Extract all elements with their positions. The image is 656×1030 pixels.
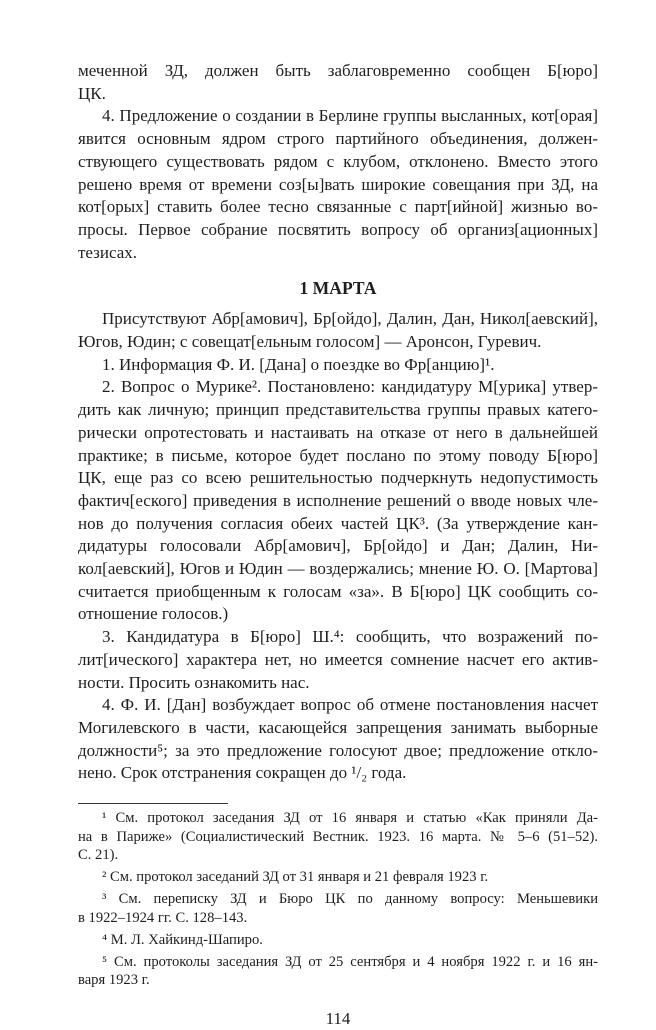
text-line: кот[орых] ставить более тесно связанные с парт[ийной] жизнью во- (78, 197, 598, 217)
footnote-divider (78, 803, 228, 804)
text-line: ности. Просить ознакомить нас. (78, 672, 310, 692)
footnote (78, 809, 598, 865)
paragraph (78, 354, 598, 377)
text-line: кол[аевский], Югов и Юдин — воздержались; мнение Ю. О. [Мартова] (78, 559, 598, 579)
text-line: считается приобщенным к голосам «за». В Б[юро] ЦК сообщить со- (78, 581, 598, 601)
text-line: рически опротестовать и настаивать на отказе от него в дальнейшей (78, 422, 598, 442)
text-line: Присутствуют Абр[амович], Бр[ойдо], Далин, Дан, Никол[аевский], (102, 309, 598, 329)
footnote-line: ¹ См. протокол заседания ЗД от 16 января и статью «Как приняли Да- (102, 810, 598, 827)
text-line: лит[ического] характера нет, но имеется сомнение насчет его актив- (78, 649, 598, 669)
text-line: явится основным ядром строго партийного объединения, должен- (78, 129, 598, 149)
text-line: решено время от времени соз[ы]вать широкие совещания при ЗД, на (78, 174, 598, 194)
paragraph (78, 308, 598, 353)
text-line: ЦК, еще раз со всею решительностью подчеркнуть недопустимость (78, 468, 598, 488)
text-line: фактич[еского] приведения в исполнение решений о вводе новых чле- (78, 490, 598, 510)
paragraph (78, 60, 598, 105)
footnote-line: на в Париже» (Социалистический Вестник. 1923. 16 марта. № 5–6 (51–52). (78, 828, 598, 845)
text-line: ЦК. (78, 83, 106, 103)
footnote (78, 953, 598, 990)
footnote-line: ⁵ См. протоколы заседания ЗД от 25 сентября и 4 ноября 1922 г. и 16 ян- (102, 953, 598, 970)
text-line: 2. Вопрос о Мурике². Постановлено: кандидатуру М[урика] утвер- (102, 377, 598, 397)
section-body (78, 308, 598, 785)
text-line: Могилевского в части, касающейся запрещения занимать выборные (78, 717, 598, 737)
footnote (78, 868, 598, 887)
text-line: отношение голосов.) (78, 604, 229, 624)
footnote-line: ² См. протокол заседаний ЗД от 31 января и 21 февраля 1923 г. (102, 869, 489, 886)
text-line: тезисах. (78, 242, 138, 262)
footnote (78, 931, 598, 950)
footnote-line: С. 21). (78, 847, 119, 864)
footnote-line: ⁴ М. Л. Хайкинд-Шапиро. (102, 931, 263, 948)
text-line: ствующего существовать рядом с клубом, отклонено. Вместо этого (78, 151, 598, 171)
text-line: 1. Информация Ф. И. [Дана] о поездке во Фр[анцию]¹. (102, 354, 495, 374)
page-number: 114 (325, 1008, 351, 1028)
text-line: меченной ЗД, должен быть заблаговременно сообщен Б[юро] (78, 61, 598, 80)
paragraph (78, 376, 598, 626)
text-line: дидатуры голосовали Абр[амович], Бр[ойдо] и Дан; Далин, Ни- (78, 536, 598, 556)
text-line: 4. Предложение о создании в Берлине группы высланных, кот[орая] (102, 106, 598, 126)
paragraph (78, 694, 598, 785)
footnote-line: в 1922–1924 гг. С. 128–143. (78, 909, 248, 926)
footnote-line: варя 1923 г. (78, 972, 150, 989)
footnote (78, 890, 598, 927)
text-line: должности⁵; за это предложение голосуют двое; предложение откло- (78, 740, 598, 760)
text-line: Югов, Юдин; с совещат[ельным голосом] — Аронсон, Гуревич. (78, 332, 542, 352)
text-line: 4. Ф. И. [Дан] возбуждает вопрос об отмене постановления насчет (102, 695, 598, 715)
text-line: нов до получения согласия обеих частей ЦК³. (За утверждение кан- (78, 513, 598, 533)
text-line: просы. Первое собрание посвятить вопросу об организ[ационных] (78, 219, 598, 239)
text-line: нено. Срок отстранения сокращен до ¹/₂ года. (78, 763, 407, 783)
continued-text (78, 60, 598, 264)
section-heading: 1 МАРТА (299, 278, 377, 299)
text-line: 3. Кандидатура в Б[юро] Ш.⁴: сообщить, что возражений по- (102, 627, 598, 647)
text-line: дить как личную; принцип представительства группы правых катего- (78, 400, 598, 420)
paragraph (78, 626, 598, 694)
footnotes (78, 809, 598, 990)
document-page (78, 60, 598, 1030)
text-line: практике; в письме, которое будет послано по этому поводу Б[юро] (78, 445, 598, 465)
footnote-line: ³ См. переписку ЗД и Бюро ЦК по данному вопросу: Меньшевики (102, 891, 598, 908)
paragraph (78, 105, 598, 264)
